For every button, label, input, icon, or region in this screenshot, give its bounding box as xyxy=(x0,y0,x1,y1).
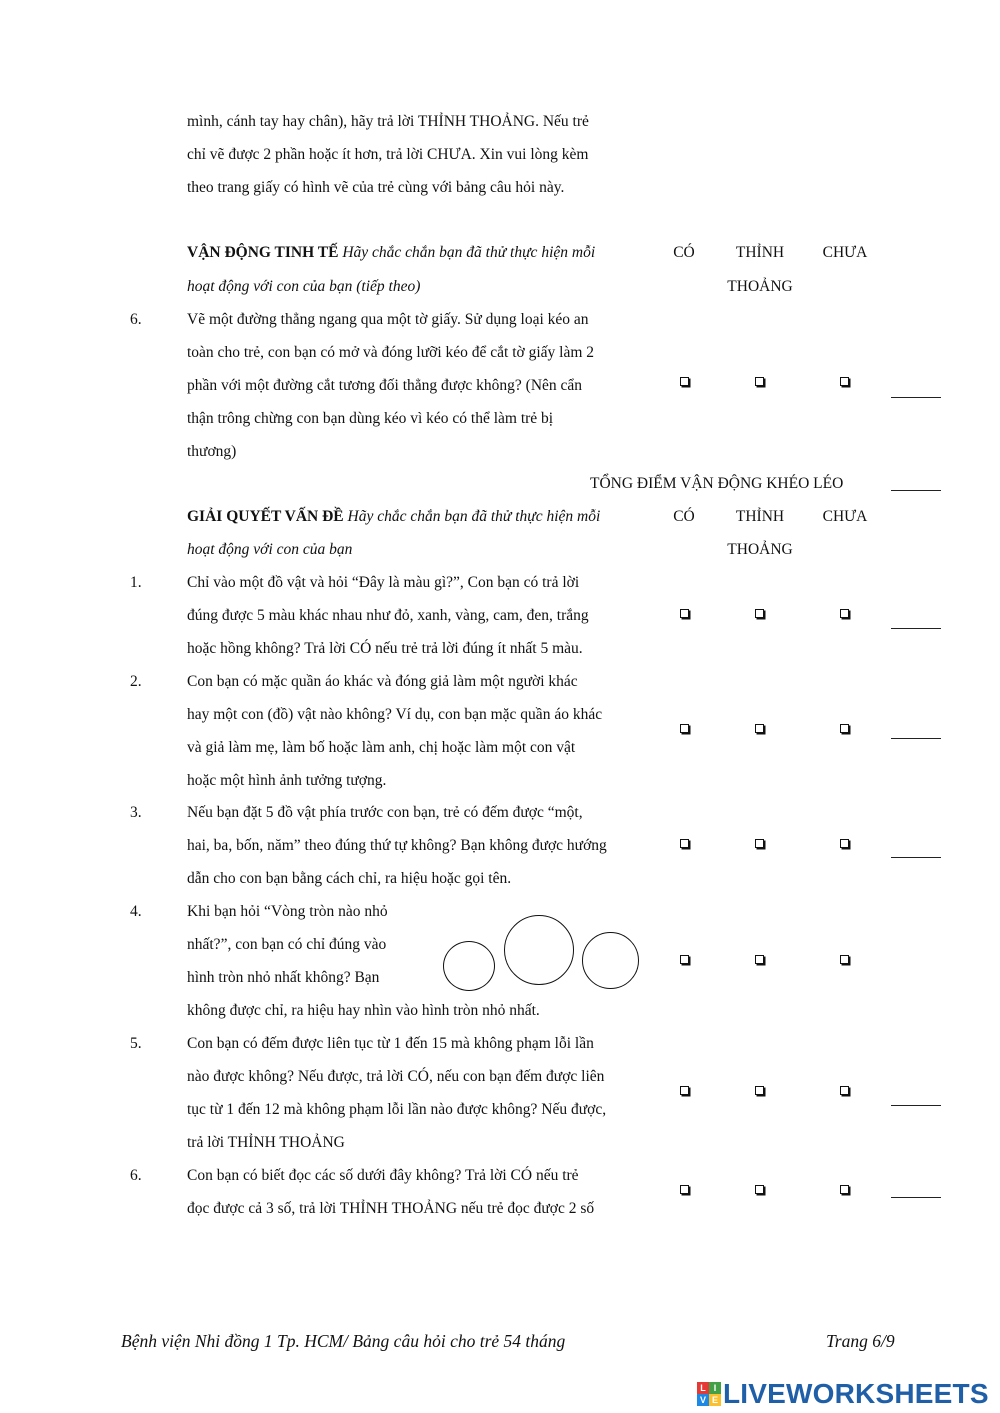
fine-motor-title: VẬN ĐỘNG TINH TẾ xyxy=(187,244,339,261)
question-line: thương) xyxy=(187,443,237,460)
answer-sometimes-checkbox[interactable] xyxy=(755,1086,764,1095)
answer-no-checkbox[interactable] xyxy=(840,839,849,848)
score-blank[interactable] xyxy=(891,738,941,739)
question-line: đúng được 5 màu khác nhau như đỏ, xanh, vàng, cam, đen, trắng xyxy=(187,607,589,624)
question-line: thận trông chừng con bạn dùng kéo vì kéo có thể làm trẻ bị xyxy=(187,410,554,427)
question-line: Con bạn có mặc quần áo khác và đóng giả làm một người khác xyxy=(187,673,578,690)
answer-yes-checkbox[interactable] xyxy=(680,724,689,733)
liveworksheets-brand: LIVEWORKSHEETS xyxy=(723,1378,989,1409)
answer-yes-checkbox[interactable] xyxy=(680,839,689,848)
score-blank[interactable] xyxy=(891,1105,941,1106)
question-number: 6. xyxy=(130,311,142,328)
fine-motor-total-blank[interactable] xyxy=(891,490,941,491)
answer-no-checkbox[interactable] xyxy=(840,724,849,733)
question-line: nhất?”, con bạn có chỉ đúng vào xyxy=(187,936,387,953)
problem-solving-title: GIẢI QUYẾT VẤN ĐỀ xyxy=(187,508,344,525)
answer-sometimes-checkbox[interactable] xyxy=(755,609,764,618)
answer-sometimes-checkbox[interactable] xyxy=(755,724,764,733)
footer-page-number: Trang 6/9 xyxy=(826,1331,895,1351)
question-line: và giả làm mẹ, làm bố hoặc làm anh, chị hoặc làm một con vật xyxy=(187,739,576,756)
answer-sometimes-checkbox[interactable] xyxy=(755,955,764,964)
answer-no-checkbox[interactable] xyxy=(840,1185,849,1194)
question-line: hoặc một hình ảnh tưởng tượng. xyxy=(187,772,387,789)
answer-no-checkbox[interactable] xyxy=(840,955,849,964)
liveworksheets-logo-icon xyxy=(697,1382,721,1406)
question-line: hoặc hồng không? Trả lời CÓ nếu trẻ trả lời đúng ít nhất 5 màu. xyxy=(187,640,583,657)
answer-no-checkbox[interactable] xyxy=(840,377,849,386)
question-line: tục từ 1 đến 12 mà không phạm lỗi lần nào được không? Nếu được, xyxy=(187,1101,607,1118)
answer-sometimes-checkbox[interactable] xyxy=(755,839,764,848)
question-line: toàn cho trẻ, con bạn có mở và đóng lưỡi kéo để cắt tờ giấy làm 2 xyxy=(187,344,595,361)
col-header-no: CHƯA xyxy=(822,508,868,525)
question-number: 4. xyxy=(130,903,142,920)
footer-source: Bệnh viện Nhi đồng 1 Tp. HCM/ Bảng câu hỏi cho trẻ 54 tháng xyxy=(121,1331,566,1351)
large-circle xyxy=(504,915,574,985)
fine-motor-instruction: Hãy chắc chắn bạn đã thử thực hiện mỗi xyxy=(342,244,596,261)
score-blank[interactable] xyxy=(891,397,941,398)
col-header-no: CHƯA xyxy=(822,244,868,261)
question-line: Khi bạn hỏi “Vòng tròn nào nhỏ xyxy=(187,903,388,920)
question-line: hai, ba, bốn, năm” theo đúng thứ tự không? Bạn không được hướng xyxy=(187,837,607,854)
fine-motor-total-label: TỔNG ĐIỂM VẬN ĐỘNG KHÉO LÉO xyxy=(590,475,844,492)
answer-yes-checkbox[interactable] xyxy=(680,1086,689,1095)
answer-no-checkbox[interactable] xyxy=(840,1086,849,1095)
col-header-sometimes-cont: THOẢNG xyxy=(727,541,793,558)
col-header-yes: CÓ xyxy=(673,244,695,261)
answer-no-checkbox[interactable] xyxy=(840,609,849,618)
problem-solving-instruction: Hãy chắc chắn bạn đã thử thực hiện mỗi xyxy=(347,508,601,525)
question-line: nào được không? Nếu được, trả lời CÓ, nếu con bạn đếm được liên xyxy=(187,1068,605,1085)
logo-letter: I xyxy=(709,1382,721,1394)
score-blank[interactable] xyxy=(891,628,941,629)
question-line: Con bạn có đếm được liên tục từ 1 đến 15 mà không phạm lỗi lần xyxy=(187,1035,594,1052)
question-line: Vẽ một đường thẳng ngang qua một tờ giấy. Sử dụng loại kéo an xyxy=(187,311,589,328)
question-line: Nếu bạn đặt 5 đồ vật phía trước con bạn, trẻ có đếm được “một, xyxy=(187,804,583,821)
answer-yes-checkbox[interactable] xyxy=(680,1185,689,1194)
score-blank[interactable] xyxy=(891,857,941,858)
question-line: hay một con (đồ) vật nào không? Ví dụ, con bạn mặc quần áo khác xyxy=(187,706,603,723)
question-number: 5. xyxy=(130,1035,142,1052)
intro-line: theo trang giấy có hình vẽ của trẻ cùng với bảng câu hỏi này. xyxy=(187,179,565,196)
answer-sometimes-checkbox[interactable] xyxy=(755,1185,764,1194)
question-line: trả lời THỈNH THOẢNG xyxy=(187,1134,345,1151)
col-header-sometimes-cont: THOẢNG xyxy=(727,278,793,295)
fine-motor-instruction-cont: hoạt động với con của bạn (tiếp theo) xyxy=(187,278,421,295)
col-header-sometimes: THỈNH xyxy=(735,244,785,261)
question-line: không được chỉ, ra hiệu hay nhìn vào hình tròn nhỏ nhất. xyxy=(187,1002,540,1019)
question-line: phần với một đường cắt tương đối thẳng được không? (Nên cẩn xyxy=(187,377,583,394)
answer-sometimes-checkbox[interactable] xyxy=(755,377,764,386)
col-header-yes: CÓ xyxy=(673,508,695,525)
question-number: 3. xyxy=(130,804,142,821)
medium-circle xyxy=(443,941,495,991)
answer-yes-checkbox[interactable] xyxy=(680,377,689,386)
score-blank[interactable] xyxy=(891,1197,941,1198)
logo-letter: E xyxy=(709,1394,721,1406)
problem-solving-instruction-cont: hoạt động với con của bạn xyxy=(187,541,353,558)
fine-motor-header xyxy=(187,244,595,262)
answer-yes-checkbox[interactable] xyxy=(680,609,689,618)
question-line: dẫn cho con bạn bằng cách chỉ, ra hiệu hoặc gọi tên. xyxy=(187,870,512,887)
question-line: hình tròn nhỏ nhất không? Bạn xyxy=(187,969,380,986)
logo-letter: L xyxy=(697,1382,709,1394)
liveworksheets-logo xyxy=(697,1378,989,1410)
intro-line: mình, cánh tay hay chân), hãy trả lời THỈNH THOẢNG. Nếu trẻ xyxy=(187,113,589,130)
logo-letter: V xyxy=(697,1394,709,1406)
problem-solving-header xyxy=(187,508,600,526)
answer-yes-checkbox[interactable] xyxy=(680,955,689,964)
intro-line: chỉ vẽ được 2 phần hoặc ít hơn, trả lời CHƯA. Xin vui lòng kèm xyxy=(187,146,589,163)
question-number: 6. xyxy=(130,1167,142,1184)
question-number: 1. xyxy=(130,574,142,591)
question-line: đọc được cả 3 số, trả lời THỈNH THOẢNG nếu trẻ đọc được 2 số xyxy=(187,1200,595,1217)
col-header-sometimes: THỈNH xyxy=(735,508,785,525)
question-line: Con bạn có biết đọc các số dưới đây không? Trả lời CÓ nếu trẻ xyxy=(187,1167,579,1184)
question-number: 2. xyxy=(130,673,142,690)
small-circle xyxy=(582,932,639,989)
question-line: Chỉ vào một đồ vật và hỏi “Đây là màu gì?”, Con bạn có trả lời xyxy=(187,574,580,591)
